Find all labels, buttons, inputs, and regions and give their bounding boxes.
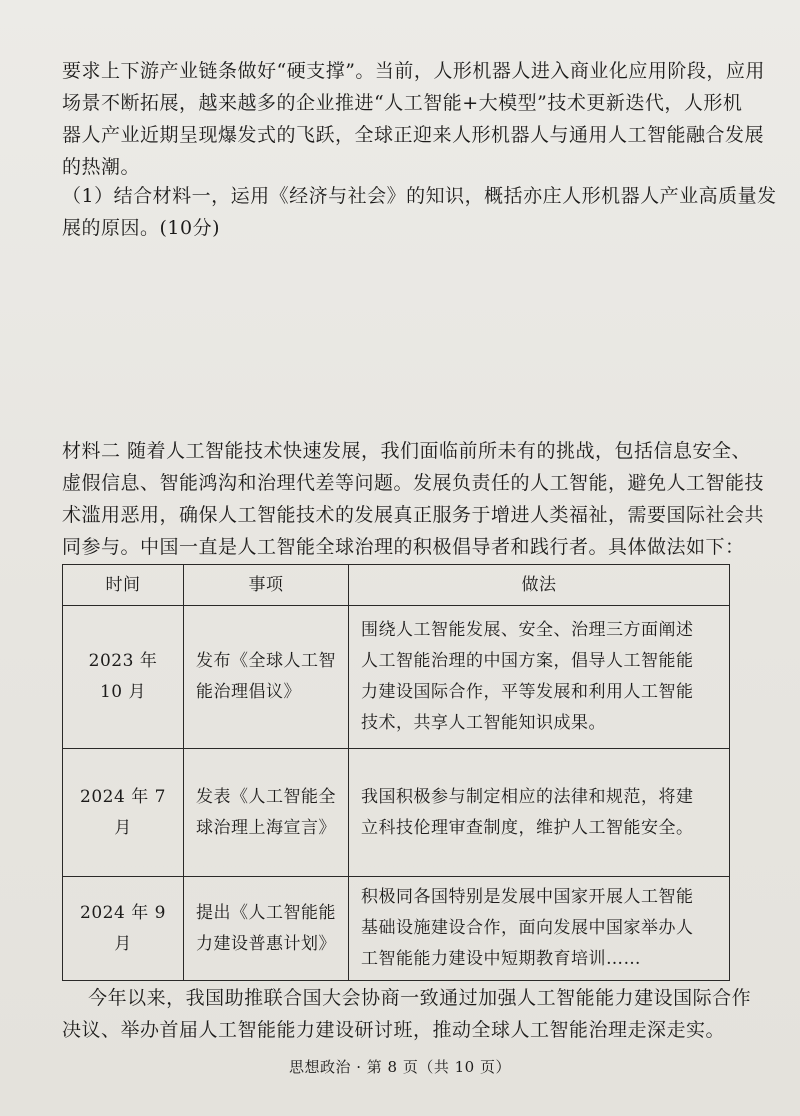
- cell-time: 2024 年 9 月: [63, 877, 184, 981]
- material-2: [62, 435, 765, 563]
- cell-text-line: 人工智能治理的中国方案，倡导人工智能能: [361, 651, 694, 671]
- cell-item: [184, 877, 349, 981]
- text-line: 展的原因。(10分): [62, 217, 221, 239]
- cell-text-line: 提出《人工智能能: [196, 902, 336, 923]
- text-line: 要求上下游产业链条做好“硬支撑”。当前，人形机器人进入商业化应用阶段，应用: [62, 60, 765, 82]
- page-footer: 思想政治 · 第 8 页（共 10 页）: [288, 1058, 511, 1076]
- cell-text-line: 工智能能力建设中短期教育培训……: [361, 949, 641, 969]
- column-header-method: 做法: [349, 565, 730, 606]
- text-line: 器人产业近期呈现爆发式的飞跃，全球正迎来人形机器人与通用人工智能融合发展: [62, 124, 765, 146]
- question-1: [62, 180, 777, 244]
- text-line: 同参与。中国一直是人工智能全球治理的积极倡导者和践行者。具体做法如下：: [62, 536, 745, 558]
- cell-time: 2024 年 7 月: [63, 749, 184, 877]
- governance-measures-table: [62, 564, 730, 981]
- table-row: [63, 877, 730, 981]
- cell-text-line: 球治理上海宣言》: [196, 817, 336, 838]
- cell-text-line: 力建设普惠计划》: [196, 933, 336, 954]
- cell-item: [184, 606, 349, 749]
- material-1-continuation: [62, 55, 765, 183]
- table-row: [63, 606, 730, 749]
- cell-item: [184, 749, 349, 877]
- cell-text-line: 立科技伦理审查制度，维护人工智能安全。: [361, 817, 694, 838]
- text-line: 场景不断拓展，越来越多的企业推进“人工智能+大模型”技术更新迭代，人形机: [62, 92, 743, 114]
- cell-text-line: 基础设施建设合作，面向发展中国家举办人: [361, 918, 694, 938]
- table-header-row: [63, 565, 730, 606]
- column-header-item: 事项: [184, 565, 349, 606]
- cell-method: [349, 606, 730, 749]
- text-line: 的热潮。: [62, 156, 141, 178]
- cell-text-line: 我国积极参与制定相应的法律和规范，将建: [361, 786, 694, 807]
- column-header-time: 时间: [63, 565, 184, 606]
- cell-text-line: 能治理倡议》: [196, 682, 301, 702]
- material-2-conclusion: [62, 982, 752, 1046]
- cell-text-line: 积极同各国特别是发展中国家开展人工智能: [361, 887, 694, 907]
- cell-text-line: 发布《全球人工智: [196, 651, 336, 671]
- cell-text-line: 发表《人工智能全: [196, 786, 336, 807]
- table-row: [63, 749, 730, 877]
- text-line: 术滥用恶用，确保人工智能技术的发展真正服务于增进人类福祉，需要国际社会共: [62, 504, 765, 526]
- text-line: 虚假信息、智能鸿沟和治理代差等问题。发展负责任的人工智能，避免人工智能技: [62, 472, 765, 494]
- cell-time: 2023 年 10 月: [63, 606, 184, 749]
- cell-method: [349, 877, 730, 981]
- text-line: 今年以来，我国助推联合国大会协商一致通过加强人工智能能力建设国际合作: [62, 987, 752, 1009]
- cell-text-line: 力建设国际合作，平等发展和利用人工智能: [361, 682, 694, 702]
- text-line: 决议、举办首届人工智能能力建设研讨班，推动全球人工智能治理走深走实。: [62, 1019, 726, 1041]
- cell-text-line: 技术，共享人工智能知识成果。: [361, 713, 606, 733]
- cell-method: [349, 749, 730, 877]
- text-line: （1）结合材料一，运用《经济与社会》的知识，概括亦庄人形机器人产业高质量发: [62, 185, 777, 207]
- cell-text-line: 围绕人工智能发展、安全、治理三方面阐述: [361, 620, 694, 640]
- text-line: 材料二 随着人工智能技术快速发展，我们面临前所未有的挑战，包括信息安全、: [62, 440, 752, 462]
